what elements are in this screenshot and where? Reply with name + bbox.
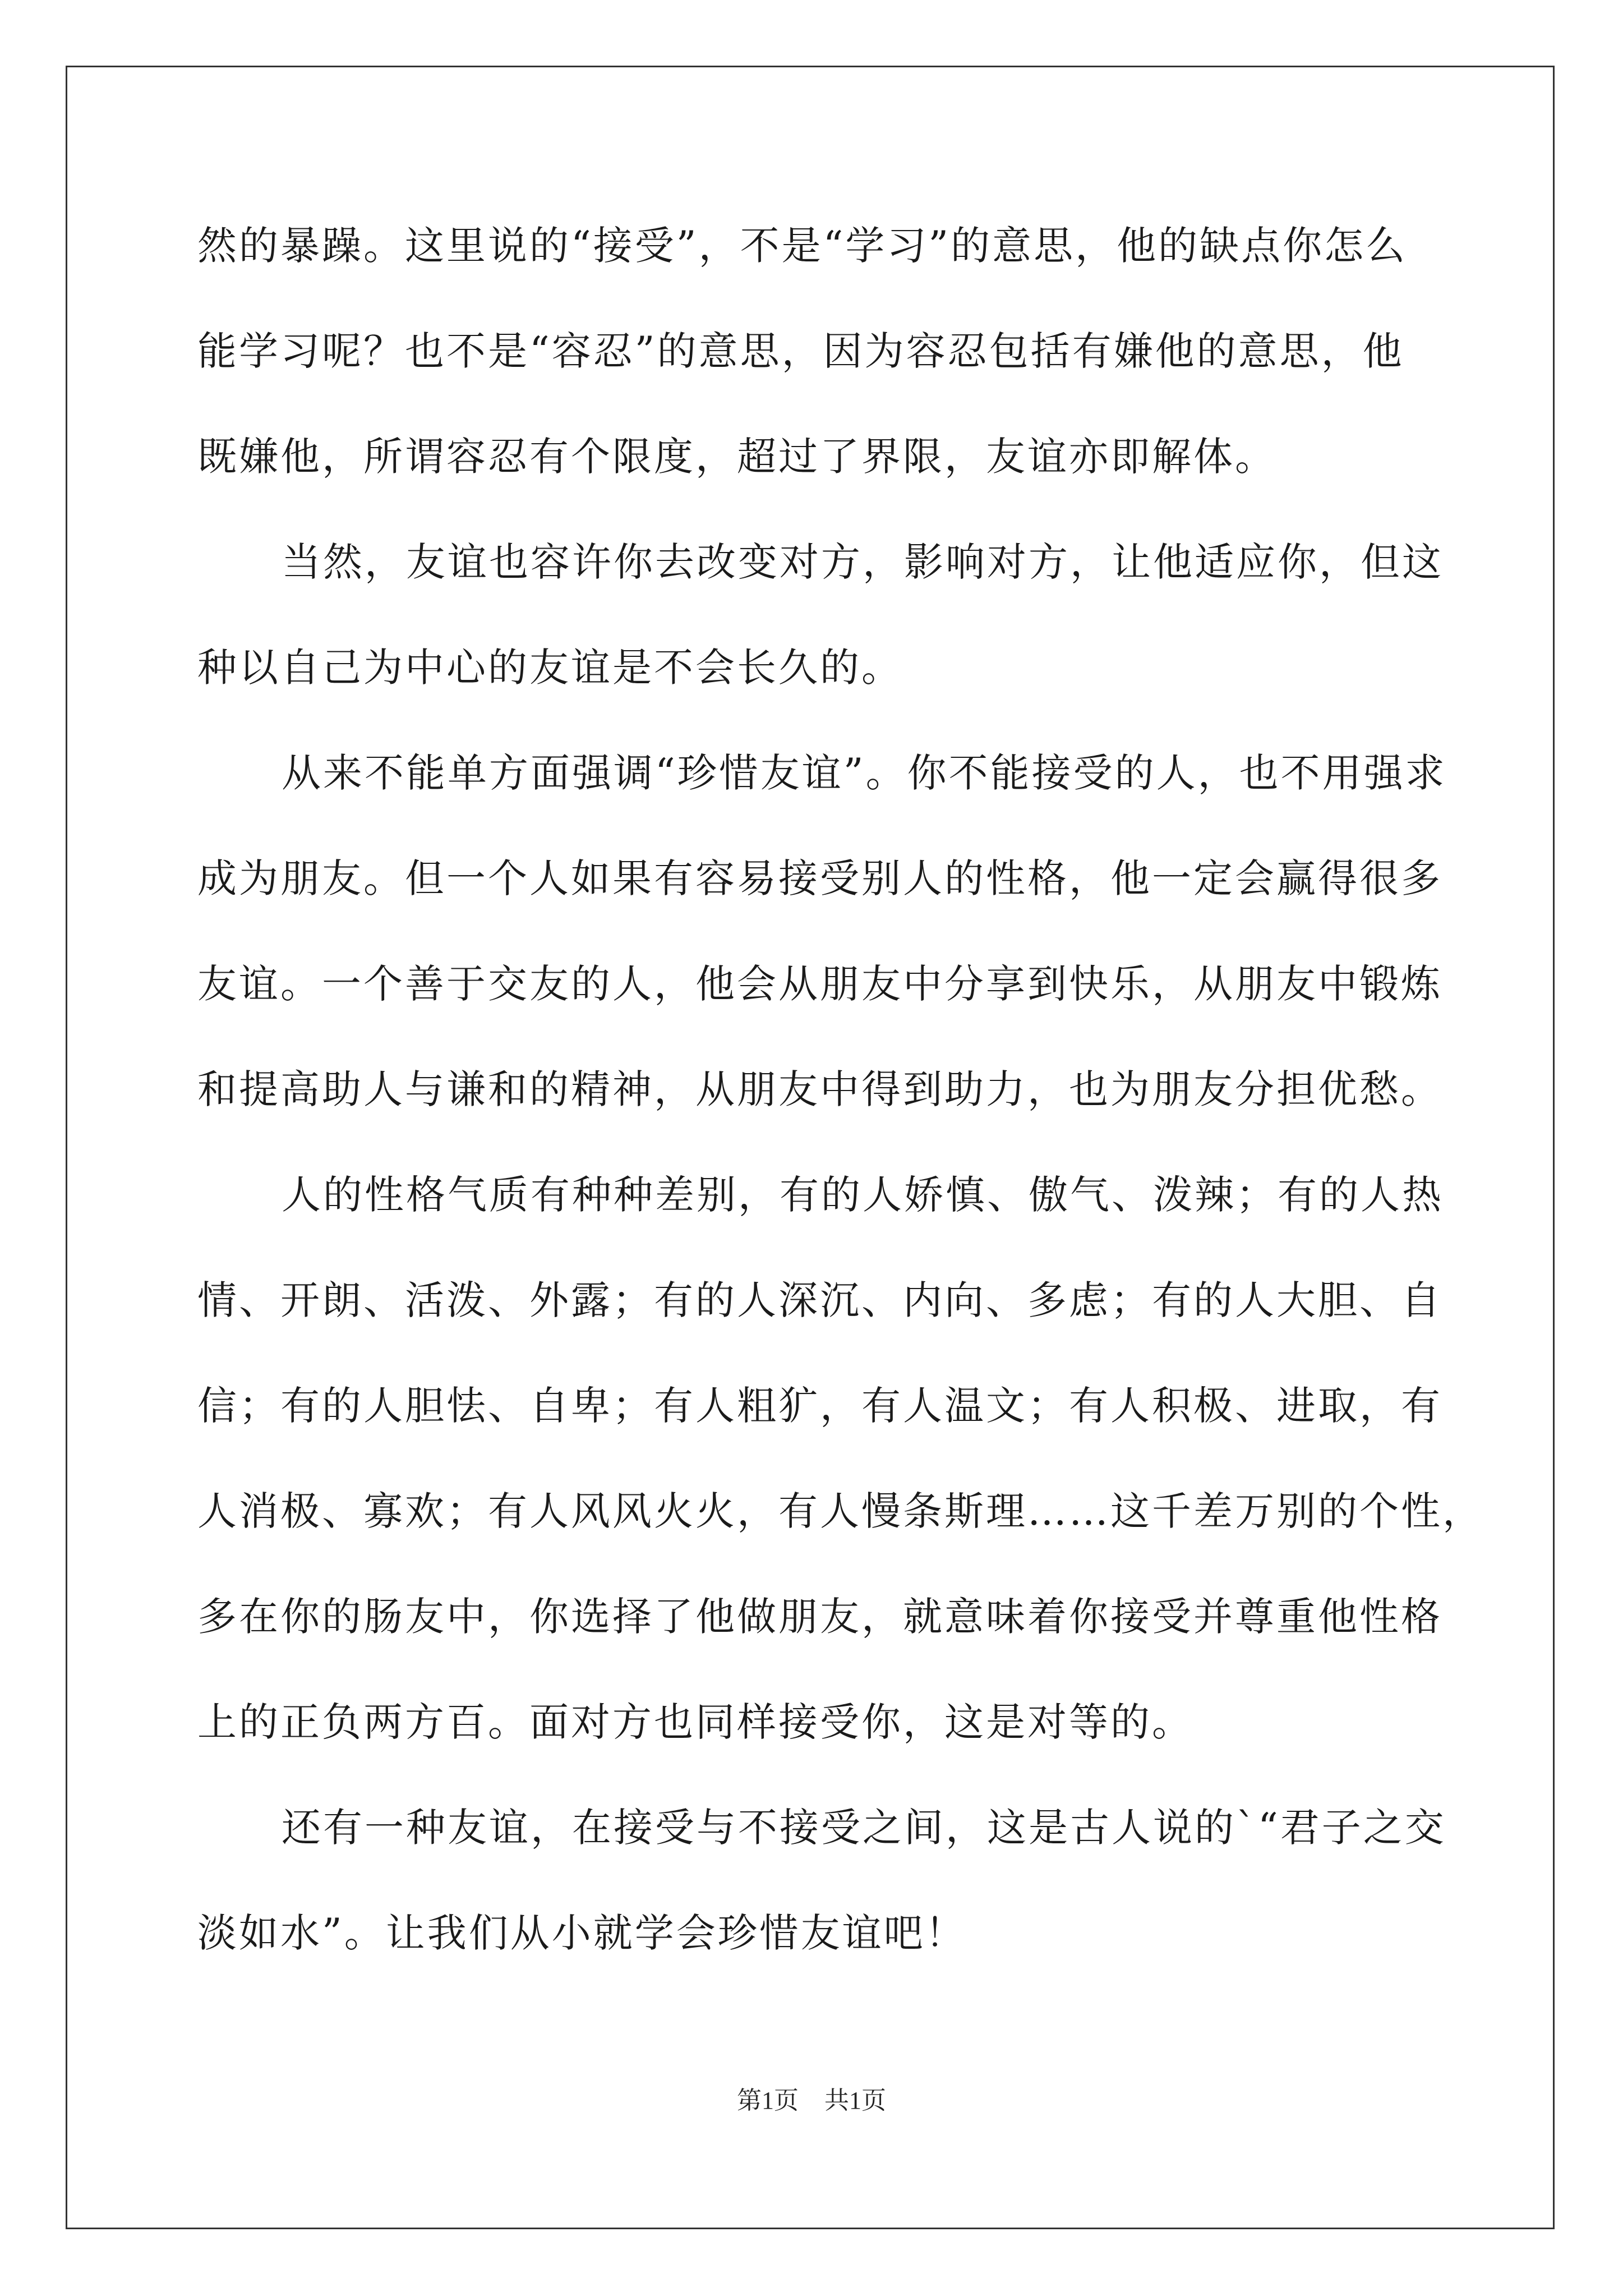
page-footer (0, 2084, 1623, 2118)
text-line: 成为朋友。但一个人如果有容易接受别人的性格，他一定会赢得很多 (197, 855, 1442, 901)
text-line: 上的正负两方百。面对方也同样接受你，这是对等的。 (197, 1699, 1193, 1745)
document-body (197, 218, 1484, 2010)
text-line: 能学习呢？也不是“容忍”的意思，因为容忍包括有嫌他的意思，他 (197, 328, 1404, 374)
paragraph-first-line: 还有一种友谊，在接受与不接受之间，这是古人说的`“君子之交 (282, 1805, 1446, 1851)
text-line: 然的暴躁。这里说的“接受”，不是“学习”的意思，他的缺点你怎么 (197, 223, 1408, 269)
text-line: 既嫌他，所谓容忍有个限度，超过了界限，友谊亦即解体。 (197, 434, 1276, 480)
text-line: 种以自己为中心的友谊是不会长久的。 (197, 645, 903, 691)
page-number: 第1页 (737, 2087, 799, 2114)
text-line: 信；有的人胆怯、自卑；有人粗犷，有人温文；有人积极、进取，有 (197, 1383, 1442, 1429)
text-line: 多在你的肠友中，你选择了他做朋友，就意味着你接受并尊重他性格 (197, 1594, 1442, 1640)
paragraph-first-line: 人的性格气质有种种差别，有的人娇慎、傲气、泼辣；有的人热 (282, 1172, 1444, 1218)
text-line: 淡如水”。让我们从小就学会珍惜友谊吧！ (197, 1910, 967, 1956)
paragraph-first-line: 当然，友谊也容许你去改变对方，影响对方，让他适应你，但这 (282, 539, 1444, 585)
text-line: 友谊。一个善于交友的人，他会从朋友中分享到快乐，从朋友中锻炼 (197, 961, 1442, 1007)
text-line: 人消极、寡欢；有人风风火火，有人慢条斯理……这千差万别的个性， (197, 1488, 1484, 1534)
page-total: 共1页 (824, 2087, 886, 2114)
text-line: 和提高助人与谦和的精神，从朋友中得到助力，也为朋友分担优愁。 (197, 1066, 1442, 1112)
text-line: 情、开朗、活泼、外露；有的人深沉、内向、多虑；有的人大胆、自 (197, 1277, 1442, 1323)
paragraph-first-line: 从来不能单方面强调“珍惜友谊”。你不能接受的人，也不用强求 (282, 750, 1447, 796)
